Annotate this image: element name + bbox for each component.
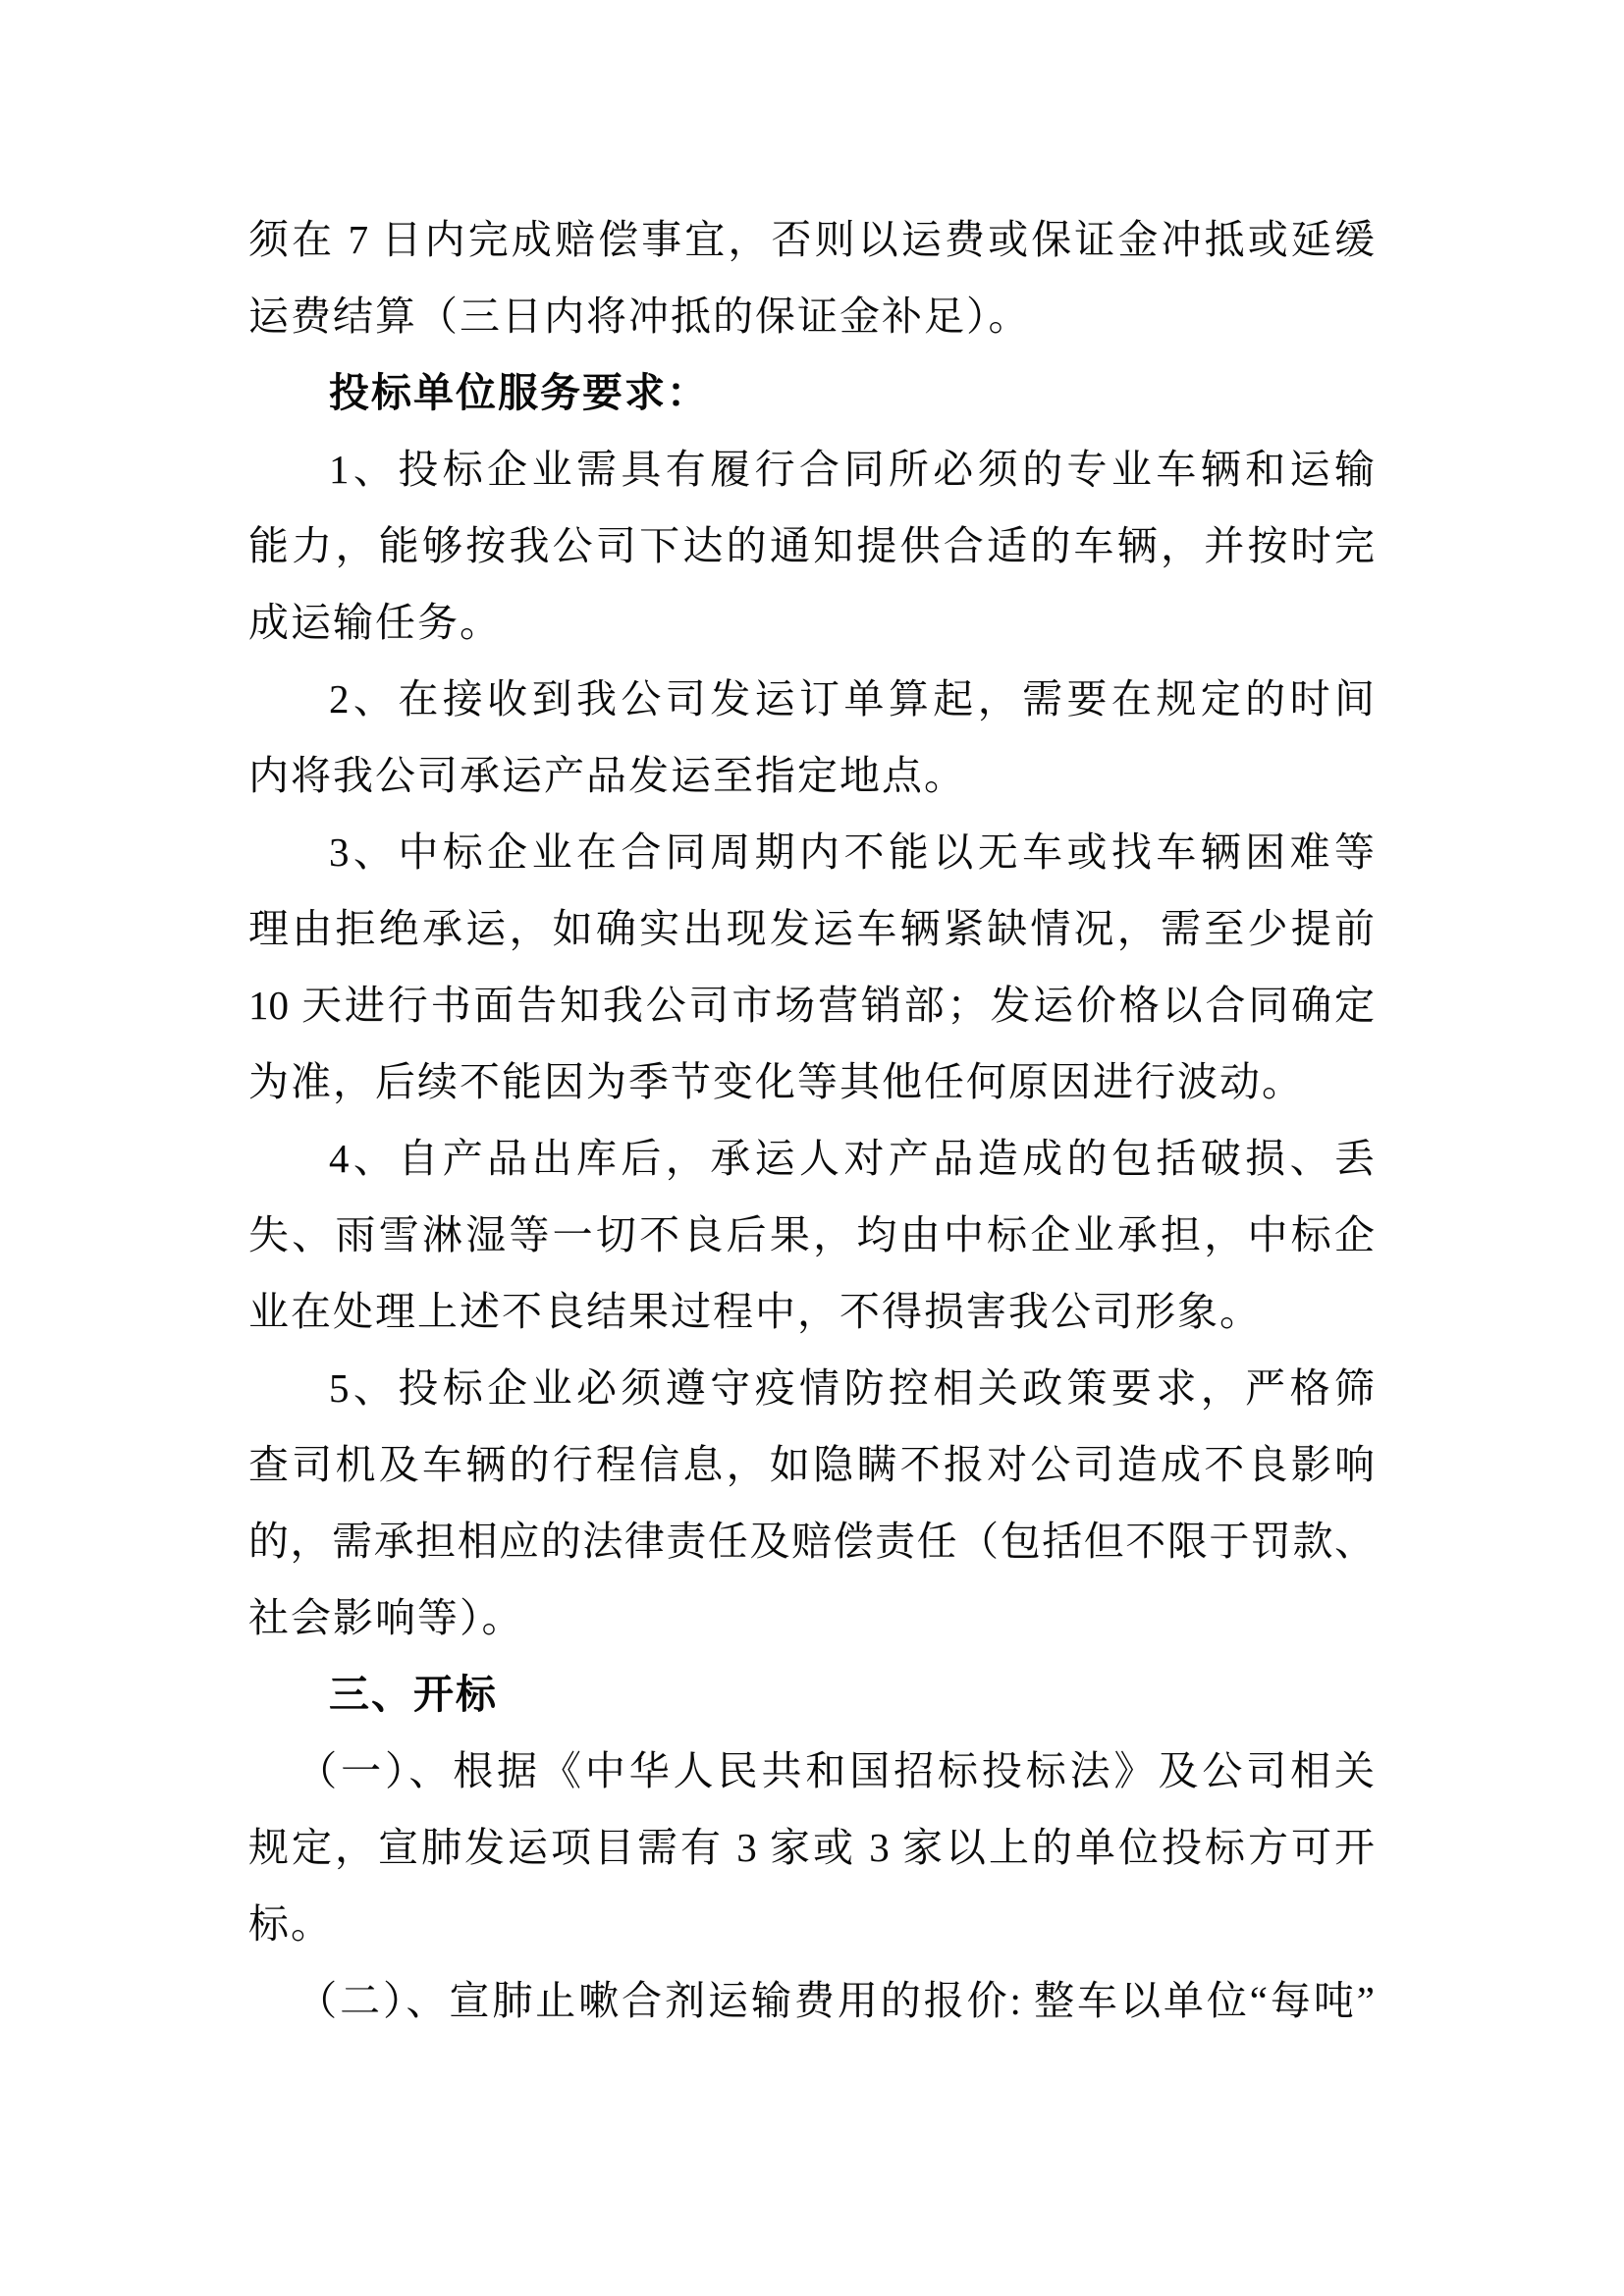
text-line: 失、雨雪淋湿等一切不良后果，均由中标企业承担，中标企 (248, 1212, 1375, 1257)
text-line: （二）、宣肺止嗽合剂运输费用的报价: 整车以单位“每吨” (297, 1978, 1375, 2023)
document-body (248, 201, 1375, 2039)
text-line: 4、自产品出库后，承运人对产品造成的包括破损、丢 (329, 1136, 1375, 1181)
text-line: 理由拒绝承运，如确实出现发运车辆紧缺情况，需至少提前 (248, 906, 1375, 951)
text-line: 标。 (248, 1901, 333, 1947)
text-line: 的，需承担相应的法律责任及赔偿责任（包括但不限于罚款、 (248, 1519, 1375, 1564)
heading-line: 投标单位服务要求： (329, 370, 709, 415)
text-line: 业在处理上述不良结果过程中，不得损害我公司形象。 (248, 1289, 1262, 1334)
text-line: 1、投标企业需具有履行合同所必须的专业车辆和运输 (329, 447, 1375, 492)
text-line: 须在 7 日内完成赔偿事宜，否则以运费或保证金冲抵或延缓 (248, 217, 1375, 262)
text-line: 3、中标企业在合同周期内不能以无车或找车辆困难等 (329, 829, 1375, 875)
text-line: 规定，宣肺发运项目需有 3 家或 3 家以上的单位投标方可开 (248, 1825, 1375, 1870)
text-line: 5、投标企业必须遵守疫情防控相关政策要求，严格筛 (329, 1365, 1375, 1411)
text-line: 2、在接收到我公司发运订单算起，需要在规定的时间 (329, 676, 1375, 721)
text-line: 成运输任务。 (248, 600, 502, 645)
text-line: 能力，能够按我公司下达的通知提供合适的车辆，并按时完 (248, 523, 1375, 568)
text-line: （一）、根据《中华人民共和国招标投标法》及公司相关 (297, 1748, 1375, 1793)
text-line: 10 天进行书面告知我公司市场营销部；发运价格以合同确定 (248, 983, 1375, 1028)
text-line: 内将我公司承运产品发运至指定地点。 (248, 753, 966, 798)
text-line: 运费结算（三日内将冲抵的保证金补足）。 (248, 294, 1031, 339)
text-line: 社会影响等）。 (248, 1595, 524, 1640)
text-line: 为准，后续不能因为季节变化等其他任何原因进行波动。 (248, 1059, 1304, 1104)
heading-line: 三、开标 (329, 1672, 498, 1717)
text-line: 查司机及车辆的行程信息，如隐瞒不报对公司造成不良影响 (248, 1442, 1375, 1487)
